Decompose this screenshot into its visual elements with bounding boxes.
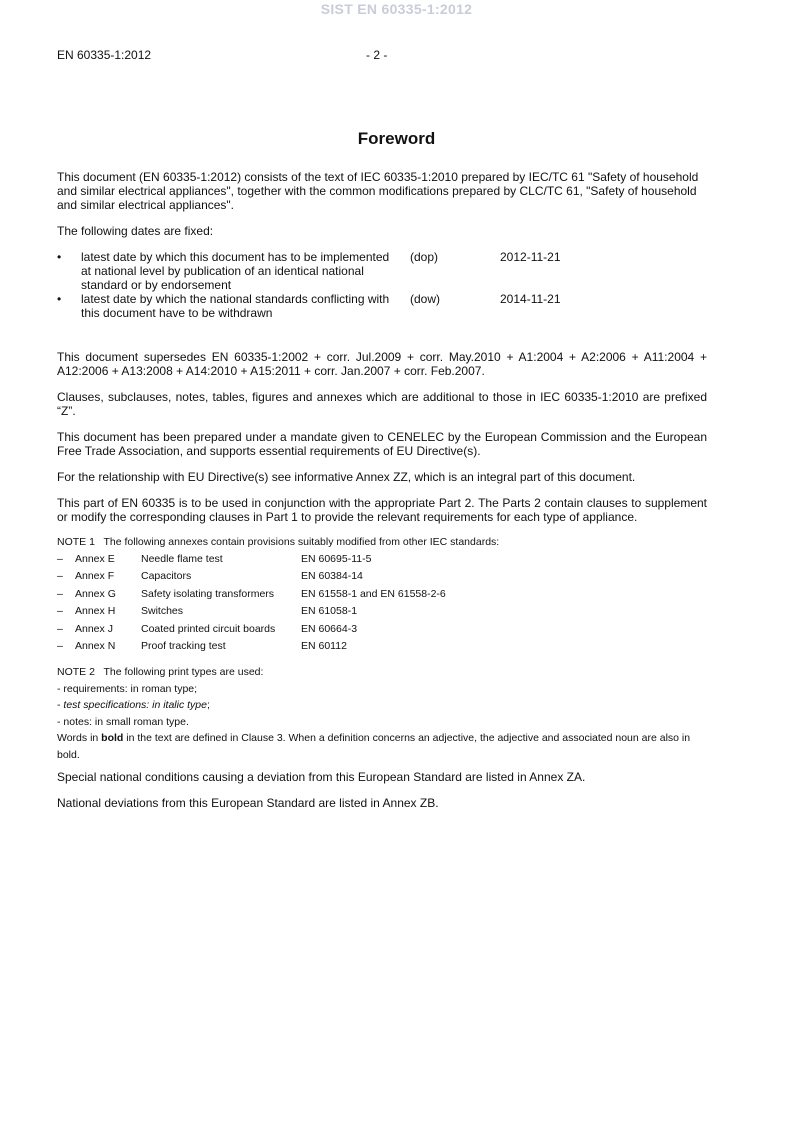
print-type-requirements: - requirements: in roman type; <box>57 682 198 695</box>
date-item-value: 2014-11-21 <box>500 292 561 306</box>
part2-paragraph: This part of EN 60335 is to be used in conjunction with the appropriate Part 2. The Parts 2 contain clauses to supplement or modify the corresponding clauses in Part 1 to provide the relevant requirements for each type of appliance. <box>57 496 707 524</box>
note-2-text: The following print types are used: <box>103 666 264 679</box>
suffix: ; <box>207 699 210 712</box>
bullet: • <box>57 250 62 264</box>
header-doc-id: EN 60335-1:2012 <box>57 48 152 62</box>
dash: – <box>57 587 63 600</box>
annex-name: Switches <box>141 605 184 618</box>
date-item-code: (dop) <box>410 250 439 264</box>
note-2-label: NOTE 2 <box>57 666 95 679</box>
date-item-dop <box>57 250 707 292</box>
annex-label: Annex J <box>75 622 113 635</box>
date-item-text: latest date by which the national standards conflicting with this document have to be withdrawn <box>81 292 390 320</box>
annex-standard: EN 61558-1 and EN 61558-2-6 <box>301 587 446 600</box>
dates-intro: The following dates are fixed: <box>57 224 214 238</box>
dash: – <box>57 605 63 618</box>
foreword-body <box>57 170 707 822</box>
annex-name: Safety isolating transformers <box>141 587 275 600</box>
date-item-code: (dow) <box>410 292 441 306</box>
annex-row <box>57 638 707 655</box>
dash: – <box>57 640 63 653</box>
annex-row <box>57 621 707 638</box>
page-number: - 2 - <box>366 48 388 62</box>
national-deviations-paragraph: National deviations from this European Standard are listed in Annex ZB. <box>57 796 439 811</box>
page-title: Foreword <box>357 129 436 148</box>
note-1 <box>57 534 707 551</box>
annex-label: Annex E <box>75 553 115 565</box>
annex-row <box>57 551 707 568</box>
annex-label: Annex N <box>75 640 116 653</box>
annex-row <box>57 586 707 603</box>
date-item-dow <box>57 292 707 320</box>
annex-name: Capacitors <box>141 570 192 583</box>
annex-label: Annex H <box>75 605 116 618</box>
annex-list <box>57 551 707 655</box>
dash: – <box>57 553 63 565</box>
annex-standard: EN 61058-1 <box>301 605 358 618</box>
date-item-text: latest date by which this document has to be implemented at national level by publication of an identical national standard or by endorsement <box>81 250 390 292</box>
text: in the text are defined in Clause 3. When a definition concerns an adjective, the adjective and associated noun are also in bold. <box>57 732 691 762</box>
annex-name: Proof tracking test <box>141 640 226 653</box>
dash: – <box>57 570 63 583</box>
note-2 <box>57 664 707 681</box>
annex-label: Annex F <box>75 570 115 583</box>
bold-text: bold <box>101 732 124 745</box>
clauses-paragraph: Clauses, subclauses, notes, tables, figures and annexes which are additional to those in IEC 60335-1:2010 are prefixed “Z”. <box>57 390 707 418</box>
supersedes-paragraph: This document supersedes EN 60335-1:2002 + corr. Jul.2009 + corr. May.2010 + A1:2004 + A2:2006 + A11:2004 + A12:2006 + A13:2008 + A14:2010 + A15:2011 + corr. Jan.2007 + corr. Feb.2007. <box>57 350 707 378</box>
annex-row <box>57 603 707 620</box>
print-type-notes: - notes: in small roman type. <box>57 715 189 728</box>
annex-row <box>57 568 707 585</box>
mandate-paragraph: This document has been prepared under a mandate given to CENELEC by the European Commission and the European Free Trade Association, and supports essential requirements of EU Directive(s). <box>57 430 707 458</box>
intro-paragraph: This document (EN 60335-1:2012) consists of the text of IEC 60335-1:2010 prepared by IEC/TC 61 "Safety of household and similar electrical appliances", together with the common modifications prepared by CLC/TC 61, "Safety of household and similar electrical appliances". <box>57 170 699 212</box>
annex-standard: EN 60384-14 <box>301 570 363 583</box>
print-type-tests <box>57 697 707 714</box>
dates-list <box>57 250 707 320</box>
dash: – <box>57 622 63 635</box>
watermark: SIST EN 60335-1:2012 <box>320 1 473 17</box>
text: Words in <box>57 732 102 745</box>
note-1-text: The following annexes contain provisions suitably modified from other IEC standards: <box>103 536 500 548</box>
annex-name: Needle flame test <box>141 553 223 565</box>
annex-standard: EN 60695-11-5 <box>301 553 372 565</box>
annex-standard: EN 60112 <box>301 640 347 653</box>
italic-text: test specifications: in italic type <box>63 699 207 712</box>
bullet: • <box>57 292 62 306</box>
prefix: - <box>57 699 64 712</box>
bold-words-note <box>57 730 707 764</box>
annex-standard: EN 60664-3 <box>301 622 358 635</box>
annex-name: Coated printed circuit boards <box>141 622 276 635</box>
annex-label: Annex G <box>75 587 116 600</box>
note-1-label: NOTE 1 <box>57 536 95 548</box>
relationship-paragraph: For the relationship with EU Directive(s) see informative Annex ZZ, which is an integral part of this document. <box>57 470 636 484</box>
date-item-value: 2012-11-21 <box>500 250 561 264</box>
special-conditions-paragraph: Special national conditions causing a deviation from this European Standard are listed in Annex ZA. <box>57 770 586 785</box>
